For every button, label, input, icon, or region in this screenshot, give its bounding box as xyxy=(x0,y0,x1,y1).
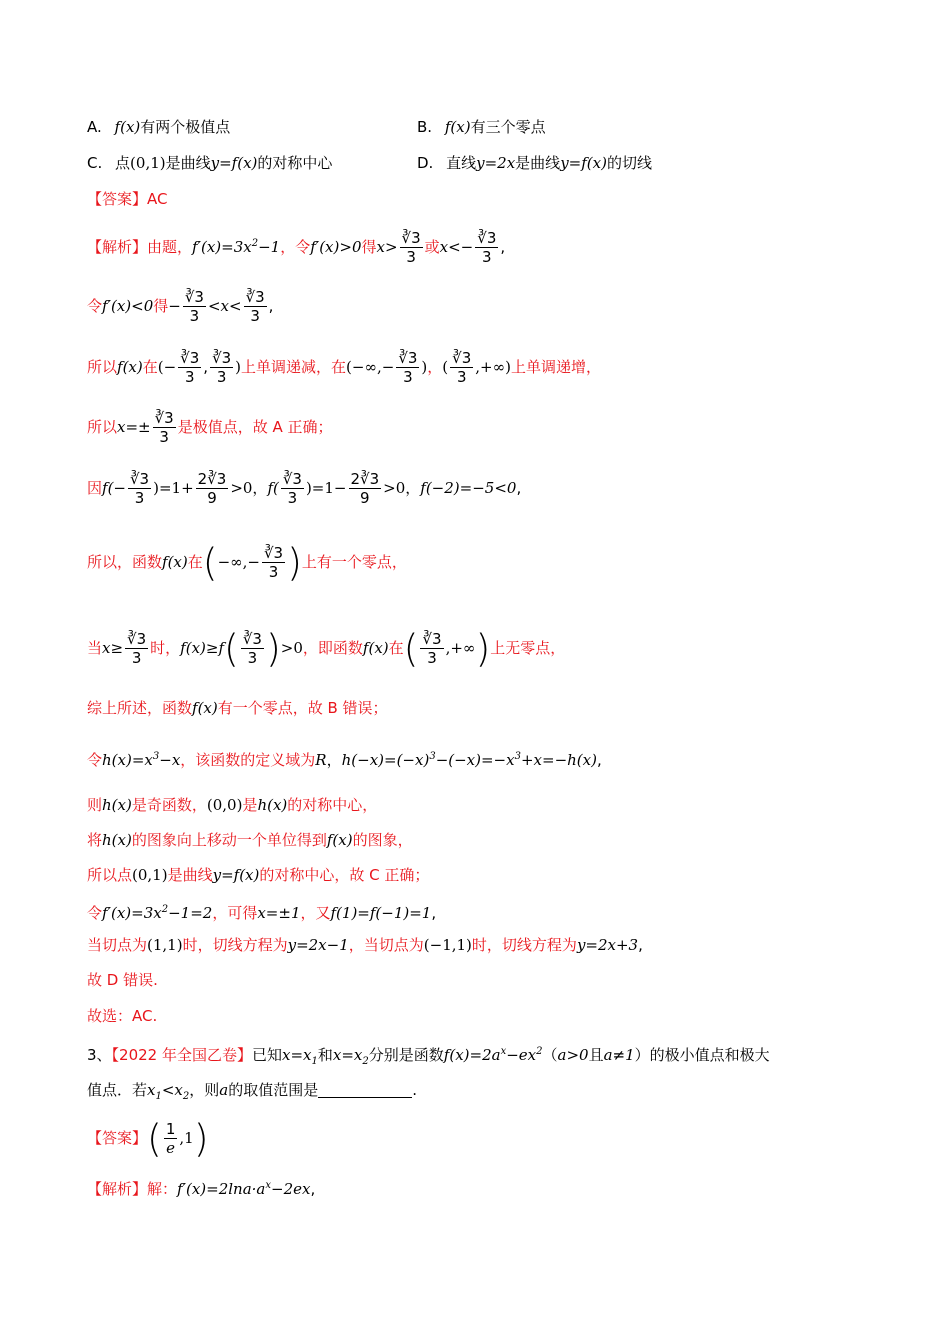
text: 令 xyxy=(87,297,103,315)
text: ，又 xyxy=(300,904,331,922)
text: 和 xyxy=(317,1046,333,1064)
q2-answer xyxy=(87,189,890,209)
analysis-line-15 xyxy=(87,970,890,990)
text: 且 xyxy=(588,1046,604,1064)
option-d-text-post: 的切线 xyxy=(606,154,652,172)
text: 故 D 错误. xyxy=(87,971,158,989)
text: 得 xyxy=(361,238,377,256)
analysis-line-12: 所以点(0,1)是曲线y=f(x)的对称中心，故 C 正确； xyxy=(87,866,430,884)
option-d-label: D. xyxy=(417,154,434,172)
q3-answer-tag: 【答案】 xyxy=(87,1129,148,1147)
text: 得 xyxy=(153,297,169,315)
option-b-label: B. xyxy=(417,118,433,136)
text: 因 xyxy=(87,479,103,497)
text: ）的极小值点和极大 xyxy=(634,1046,770,1064)
analysis-line-5: 因f(− $\frac{∛3}{3}$ )=1+ $\frac{2∛3}{9}$ >0，f( $\frac{∛3}{3}$ )=1− $\frac{2∛3}{9}$ >0，f(−2)=−5<0, xyxy=(87,470,522,507)
q3-analysis: 【解析】解：$f'(x)=2\ln a\cdot a^x-2ex$, xyxy=(87,1180,316,1198)
option-c-text-pre: 点 xyxy=(115,154,131,172)
analysis-line-2: 令f′(x)<0得− $\frac{∛3}{3}$ <x< $\frac{∛3}{3}$ , xyxy=(87,288,274,325)
option-d-text-mid: 是曲线 xyxy=(515,154,561,172)
analysis-line-16 xyxy=(87,1006,890,1026)
text: ，令 xyxy=(280,238,311,256)
text: 故选：AC. xyxy=(87,1007,158,1025)
text: 将 xyxy=(87,831,103,849)
option-c-label: C. xyxy=(87,154,103,172)
text: a xyxy=(219,1081,229,1099)
text: 是曲线 xyxy=(167,866,213,884)
text: 上有一个零点， xyxy=(301,553,407,571)
text: 则 xyxy=(87,796,103,814)
q3-analysis-tag: 【解析】 xyxy=(87,1180,148,1198)
analysis-tag: 【解析】 xyxy=(87,238,148,256)
analysis-line-7: 当x≥ $\frac{∛3}{3}$ 时，f(x)≥f( $\frac{∛3}{3}$ )>0，即函数f(x)在( $\frac{∛3}{3}$ ,+∞)上无零点， xyxy=(87,626,566,671)
text: 综上所述，函数 xyxy=(87,699,193,717)
text: 令 xyxy=(87,904,103,922)
text: 的对称中心， xyxy=(287,796,378,814)
text: 当 xyxy=(87,639,103,657)
q3-line-1: 3、【2022 年全国乙卷】已知$x=x_1$和$x=x_2$分别是函数$f(x)=2a^x-ex^2(a>0$且a≠1）的极小值点和极大 xyxy=(87,1046,770,1067)
text: （ xyxy=(542,1046,558,1064)
options-row-ab xyxy=(87,117,890,137)
option-a-formula: f(x) xyxy=(114,118,141,136)
text: ， xyxy=(427,358,443,376)
text: 上单调递减，在 xyxy=(241,358,347,376)
text: 上无零点， xyxy=(490,639,566,657)
answer-blank xyxy=(318,1082,412,1098)
analysis-line-14: 当切点为(1,1)时，切线方程为y=2x−1，当切点为(−1,1)时，切线方程为y=2x+3, xyxy=(87,936,643,954)
analysis-line-4: 所以x=± $\frac{∛3}{3}$ 是极值点，故 A 正确； xyxy=(87,409,333,446)
text: 所以点 xyxy=(87,866,133,884)
text: 值点．若 xyxy=(87,1081,148,1099)
text: 是 xyxy=(242,796,258,814)
option-a-text: 有两个极值点 xyxy=(140,118,231,136)
text: ，则 xyxy=(189,1081,220,1099)
text: 在 xyxy=(142,358,158,376)
option-c-text-post: 的对称中心 xyxy=(257,154,333,172)
text: ，当切点为 xyxy=(348,936,424,954)
options-row-cd xyxy=(87,153,890,173)
analysis-line-10: 则h(x)是奇函数，(0,0)是h(x)的对称中心， xyxy=(87,796,378,814)
text: . xyxy=(412,1081,418,1099)
option-b-formula: f(x) xyxy=(444,118,471,136)
option-d-text-pre: 直线 xyxy=(446,154,477,172)
option-d-curve: y=f(x) xyxy=(560,154,607,172)
option-a-label: A. xyxy=(87,118,102,136)
q3-source: 【2022 年全国乙卷】 xyxy=(111,1046,252,1064)
analysis-line-3: 所以f(x)在(− $\frac{∛3}{3}$ , $\frac{∛3}{3}$ )上单调递减，在(−∞,− $\frac{∛3}{3}$ )，( $\frac{∛3}{3}$ ,+∞)上单调递增， xyxy=(87,349,601,386)
answer-tag: 【答案】 xyxy=(87,190,148,208)
option-c-curve: y=f(x) xyxy=(210,154,258,172)
option-c-point: (0,1) xyxy=(130,154,166,172)
q3-line-2: 值点．若$x_1<x_2$，则a的取值范围是 . xyxy=(87,1081,418,1102)
analysis-line-13: 令$f'(x)=3x^2-1=2$，可得x=±1，又f(1)=f(−1)=1, xyxy=(87,904,437,922)
text: 解： xyxy=(147,1180,178,1198)
option-b-text: 有三个零点 xyxy=(470,118,546,136)
text: 的图象向上移动一个单位得到 xyxy=(131,831,327,849)
text: 或 xyxy=(424,238,440,256)
text: 所以，函数 xyxy=(87,553,163,571)
text: ，该函数的定义域为 xyxy=(180,751,316,769)
analysis-line-1: 【解析】由题，$f'(x)=3x^2-1$，令f′(x)>0得x> $\frac{∛3}{3}$ 或x<− $\frac{∛3}{3}$ , xyxy=(87,229,506,266)
text: 的对称中心，故 C 正确； xyxy=(259,866,430,884)
text: 时，切线方程为 xyxy=(471,936,577,954)
analysis-line-11: 将h(x)的图象向上移动一个单位得到f(x)的图象， xyxy=(87,831,413,849)
text: ，可得 xyxy=(212,904,258,922)
text: 的图象， xyxy=(352,831,413,849)
q3-answer: 【答案】( $\frac{1}{e}$ ,1) xyxy=(87,1116,209,1161)
text: 所以 xyxy=(87,358,118,376)
text: 是奇函数， xyxy=(131,796,207,814)
text: 在 xyxy=(187,553,203,571)
text: 分别是函数 xyxy=(368,1046,444,1064)
answer-value: AC xyxy=(147,190,168,208)
text: 上单调递增， xyxy=(510,358,601,376)
option-c-text-mid: 是曲线 xyxy=(165,154,211,172)
q3-number: 3、 xyxy=(87,1046,112,1064)
text: 有一个零点，故 B 错误； xyxy=(217,699,388,717)
option-d-line: y=2x xyxy=(476,154,516,172)
text: 由题， xyxy=(147,238,193,256)
text: ，即函数 xyxy=(302,639,363,657)
text: 的取值范围是 xyxy=(228,1081,319,1099)
analysis-line-6: 所以，函数f(x)在(−∞,− $\frac{∛3}{3}$ )上有一个零点， xyxy=(87,540,407,585)
text: 是极值点，故 A 正确； xyxy=(177,418,333,436)
text: 所以 xyxy=(87,418,118,436)
text: 时，切线方程为 xyxy=(182,936,288,954)
text: 令 xyxy=(87,751,103,769)
text: 已知 xyxy=(252,1046,283,1064)
text: 当切点为 xyxy=(87,936,148,954)
text: 时， xyxy=(150,639,181,657)
analysis-line-9: 令$h(x)=x^3-x$，该函数的定义域为R，$h(-x)=(-x)^3-(-x)=-x^3+x=-h(x)$, xyxy=(87,751,602,769)
text: 在 xyxy=(388,639,404,657)
analysis-line-8: 综上所述，函数f(x)有一个零点，故 B 错误； xyxy=(87,699,388,717)
